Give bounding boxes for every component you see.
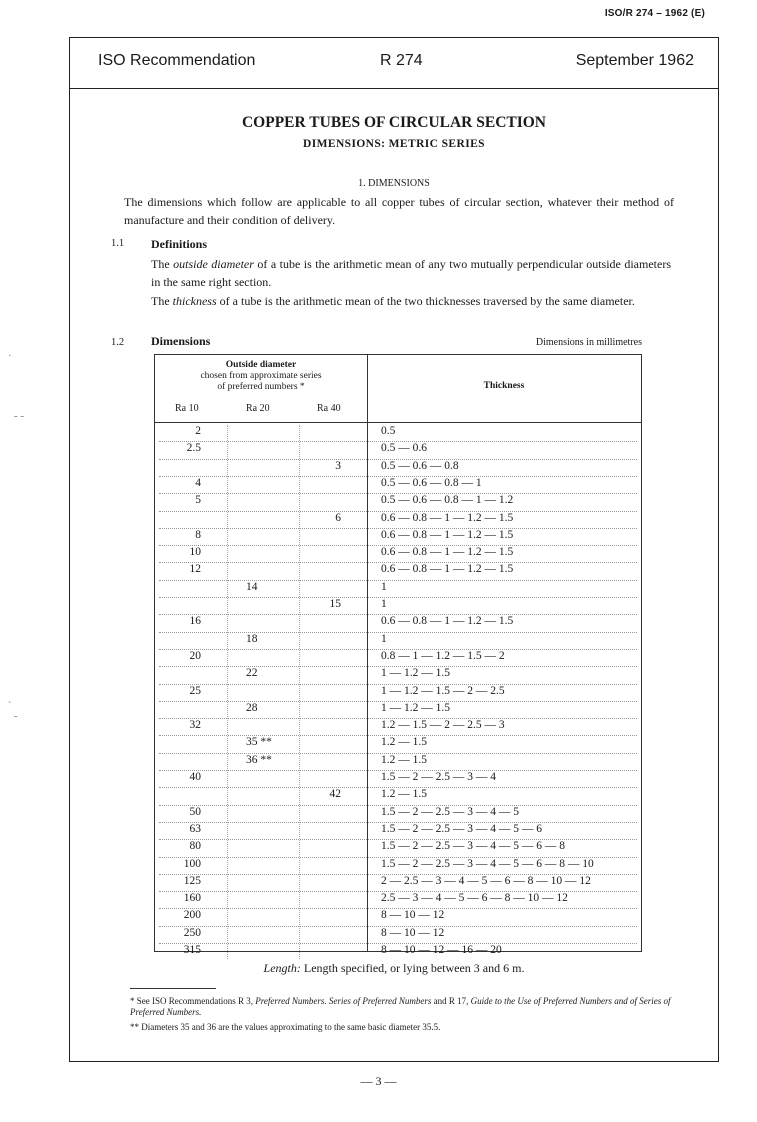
col-ra20-header: Ra 20 [246,403,270,414]
thickness-cell: 8 — 10 — 12 [381,926,445,939]
table-row-rule [159,597,637,598]
ra10-cell: 5 [195,494,201,507]
thickness-cell: 0.5 — 0.6 [381,442,427,455]
thickness-cell: 0.6 — 0.8 — 1 — 1.2 — 1.5 [381,615,514,628]
ra10-cell: 125 [183,874,201,887]
thickness-cell: 1 [381,580,387,593]
col-ra40-header: Ra 40 [317,403,341,414]
ra10-cell: 10 [189,546,201,559]
table-header-rule [155,422,641,423]
thickness-cell: 1 — 1.2 — 1.5 — 2 — 2.5 [381,684,505,697]
subsection-1-2-heading: Dimensions [151,334,211,348]
ra40-cell: 15 [329,598,341,610]
thickness-cell: 0.5 — 0.6 — 0.8 — 1 — 1.2 [381,494,514,507]
document-code: ISO/R 274 – 1962 (E) [604,8,705,19]
ra20-cell: 36 ** [246,753,272,766]
ra20-cell: 28 [246,701,258,714]
ra20-cell: 22 [246,667,258,680]
ra10-cell: 20 [189,649,201,662]
thickness-cell: 1 [381,598,387,610]
thickness-cell: 1.2 — 1.5 — 2 — 2.5 — 3 [381,719,505,732]
ra10-cell: 250 [183,926,201,939]
ra10-cell: 8 [195,528,201,541]
scan-mark: · [8,350,12,362]
ra10-cell: 80 [189,840,201,853]
thickness-cell: 1.2 — 1.5 [381,788,427,801]
definition-outside-diameter: The outside diameter of a tube is the arithmetic mean of any two mutually perpendicular outside diameters in the same right section. [151,257,671,289]
ra10-cell: 12 [189,563,201,576]
thickness-cell: 2.5 — 3 — 4 — 5 — 6 — 8 — 10 — 12 [381,892,568,905]
ra40-cell: 42 [329,788,341,801]
ra10-cell: 25 [189,684,201,697]
thickness-cell: 1.2 — 1.5 [381,753,427,766]
ra40-cell: 3 [335,459,341,472]
footnote-rule [130,988,216,989]
thickness-cell: 1 [381,632,387,645]
thickness-header: Thickness [483,381,525,391]
ra10-cell: 2 [195,425,201,437]
ra10-cell: 40 [189,771,201,783]
thickness-cell: 1.5 — 2 — 2.5 — 3 — 4 — 5 — 6 — 8 [381,840,565,853]
document-title: COPPER TUBES OF CIRCULAR SECTION [241,114,547,131]
table-row-rule [159,580,637,581]
ra20-cell: 18 [246,632,258,645]
ra10-cell: 4 [195,476,201,489]
scan-mark: ` [8,700,12,712]
ra10-cell: 32 [189,719,201,732]
od-header-line-2: chosen from approximate series [200,371,322,381]
page-frame [69,37,719,1062]
ra20-cell: 35 ** [246,736,272,749]
ra10-cell: 16 [189,615,201,628]
scan-mark: - [14,710,18,722]
document-subtitle: DIMENSIONS: METRIC SERIES [303,138,485,150]
thickness-cell: 1.2 — 1.5 [381,736,427,749]
thickness-cell: 0.6 — 0.8 — 1 — 1.2 — 1.5 [381,511,514,524]
ra10-cell: 100 [183,857,201,870]
thickness-cell: 0.6 — 0.8 — 1 — 1.2 — 1.5 [381,528,514,541]
subsection-1-2-number: 1.2 [111,337,125,348]
footnote-diameters: ** Diameters 35 and 36 are the values approximating to the same basic diameter 35.5. [130,1022,441,1032]
table-column-divider [367,355,368,951]
scan-mark: - - [14,410,25,422]
thickness-cell: 0.6 — 0.8 — 1 — 1.2 — 1.5 [381,546,514,559]
thickness-cell: 1.5 — 2 — 2.5 — 3 — 4 [381,771,496,783]
thickness-cell: 1.5 — 2 — 2.5 — 3 — 4 — 5 — 6 [381,822,542,835]
thickness-cell: 8 — 10 — 12 [381,909,445,922]
thickness-cell: 0.8 — 1 — 1.2 — 1.5 — 2 [381,649,505,662]
thickness-cell: 1 — 1.2 — 1.5 [381,701,450,714]
ra10-cell: 160 [183,892,201,905]
thickness-cell: 0.5 [381,425,396,437]
od-header-line-3: of preferred numbers * [217,382,305,392]
footnote-preferred-numbers: * See ISO Recommendations R 3, Preferred Numbers. Series of Preferred Numbers and R 17, Guide to the Use of Preferred Numbers and of Series of Preferred Numbers. [130,996,671,1017]
intro-paragraph: The dimensions which follow are applicable to all copper tubes of circular section, whatever their method of manufacture and their condition of delivery. [124,195,674,227]
subsection-1-1-heading: Definitions [151,237,208,251]
thickness-cell: 0.6 — 0.8 — 1 — 1.2 — 1.5 [381,563,514,576]
header-band [70,38,718,89]
od-subcolumn-divider [227,425,228,959]
ra10-cell: 50 [189,805,201,818]
table-row-rule [159,632,637,633]
ra40-cell: 6 [335,511,341,524]
thickness-cell: 1 — 1.2 — 1.5 [381,667,450,680]
dimensions-table [154,354,642,956]
header-center: R 274 [380,52,423,69]
units-note: Dimensions in millimetres [535,337,642,348]
thickness-cell: 2 — 2.5 — 3 — 4 — 5 — 6 — 8 — 10 — 12 [381,874,591,887]
od-subcolumn-divider [299,425,300,959]
thickness-cell: 1.5 — 2 — 2.5 — 3 — 4 — 5 — 6 — 8 — 10 [381,857,594,870]
length-note: Length: Length specified, or lying between 3 and 6 m. [263,961,525,975]
thickness-cell: 0.5 — 0.6 — 0.8 [381,459,459,472]
ra10-cell: 63 [189,822,201,835]
page-number: — 3 — [360,1074,397,1088]
thickness-cell: 1.5 — 2 — 2.5 — 3 — 4 — 5 [381,805,519,818]
ra10-cell: 200 [183,909,201,922]
header-right: September 1962 [575,52,694,69]
header-left: ISO Recommendation [98,52,256,69]
col-ra10-header: Ra 10 [175,403,199,414]
subsection-1-1-number: 1.1 [111,238,125,249]
ra10-cell: 2.5 [186,442,201,455]
definition-thickness: The thickness of a tube is the arithmetic mean of the two thicknesses traversed by the same diameter. [151,294,635,308]
ra20-cell: 14 [246,580,258,593]
thickness-cell: 8 — 10 — 12 — 16 — 20 [381,944,502,956]
section-heading: 1. DIMENSIONS [358,178,430,189]
od-header-line-1: Outside diameter [225,360,297,370]
thickness-cell: 0.5 — 0.6 — 0.8 — 1 [381,476,482,489]
ra10-cell: 315 [183,944,201,956]
outside-diameter-header [155,360,367,393]
